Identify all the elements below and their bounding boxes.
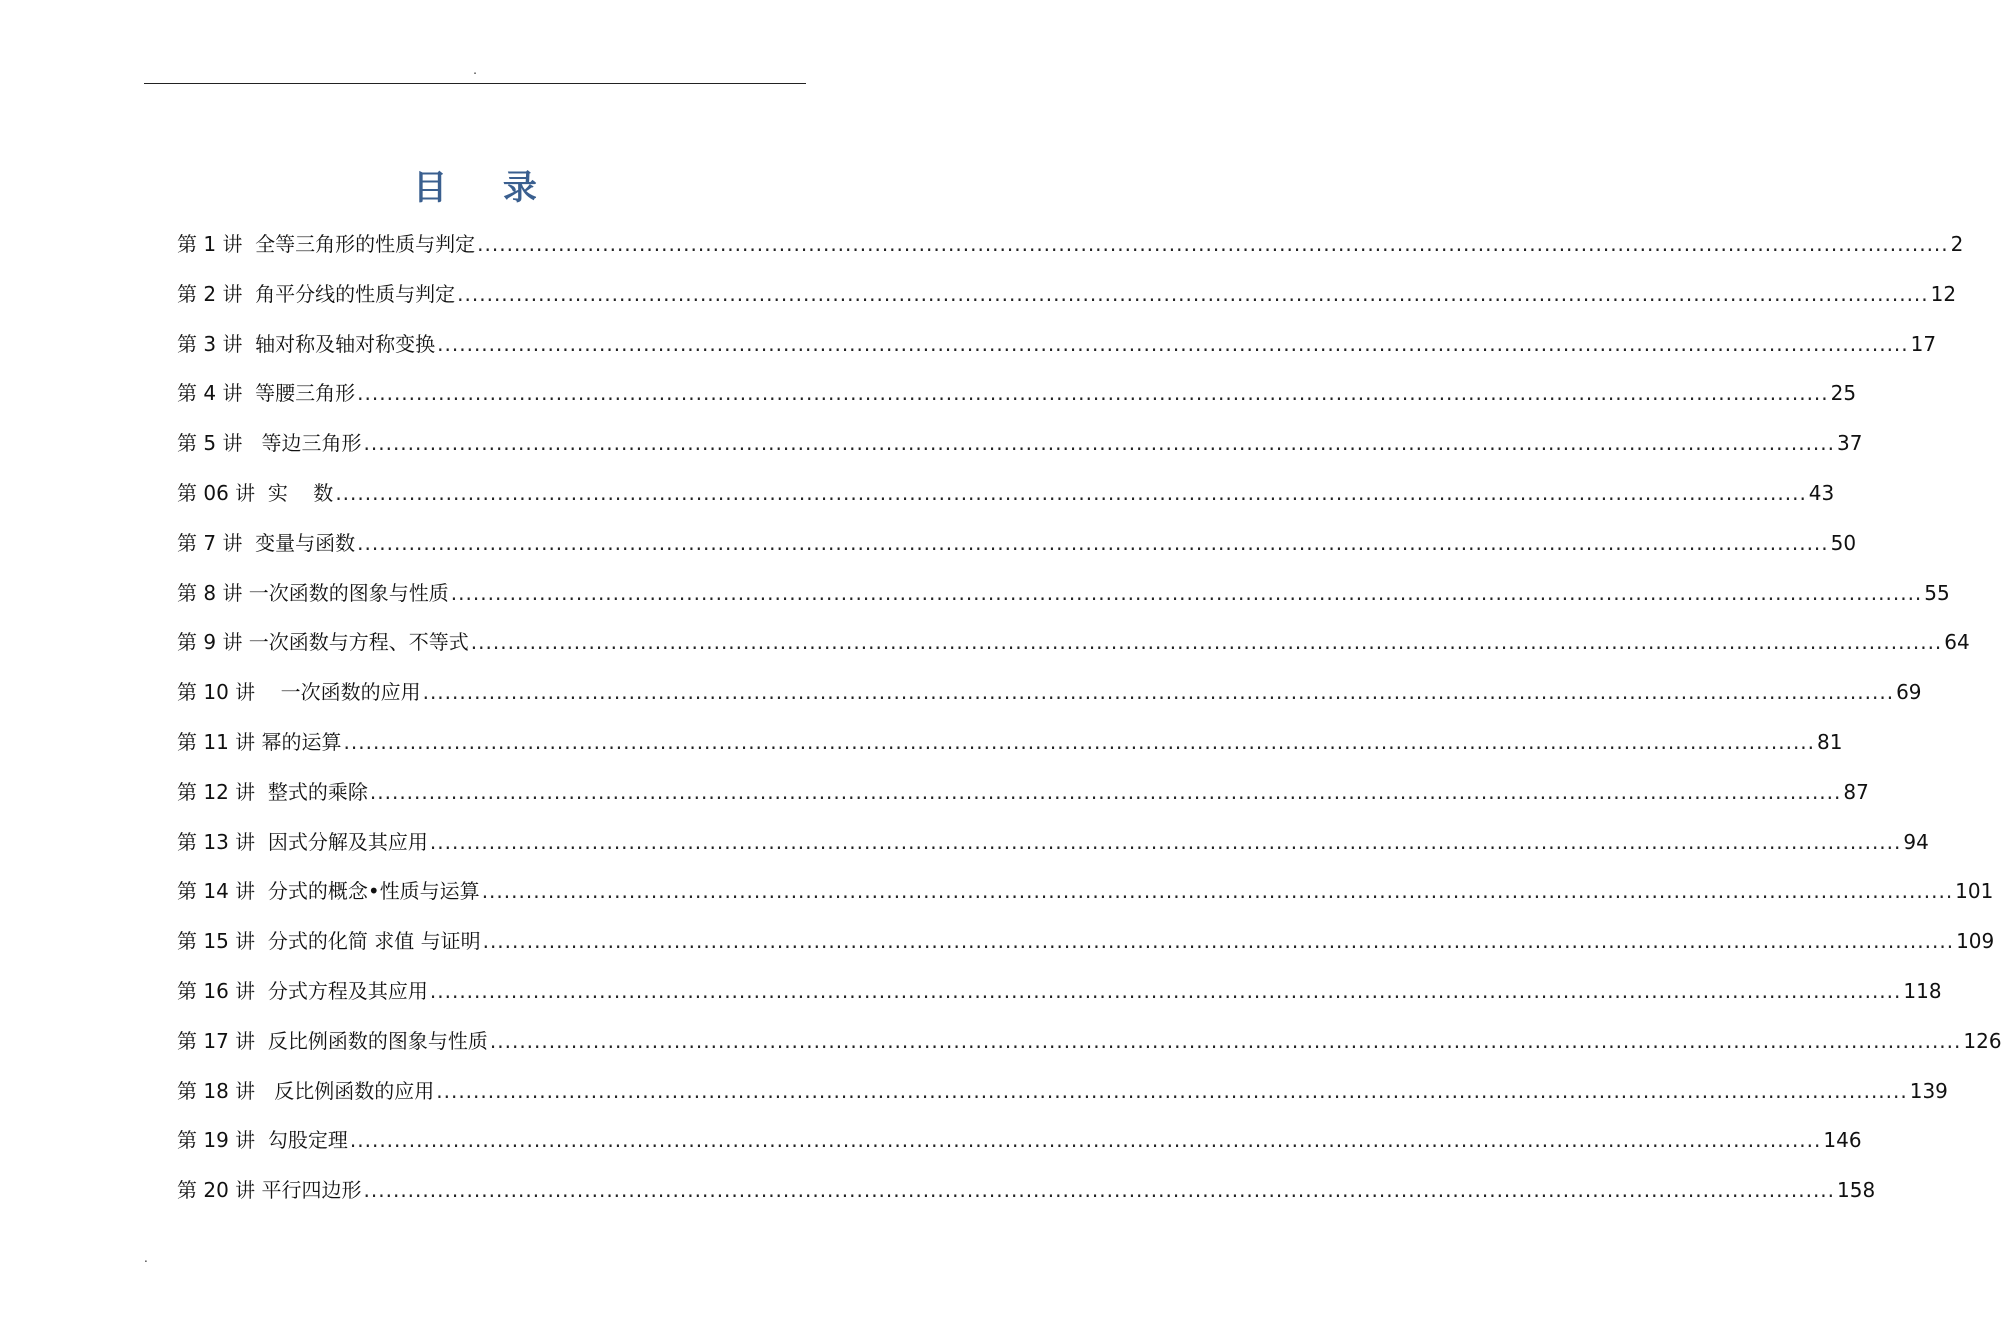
toc-entry-label: 第 16 讲 分式方程及其应用 xyxy=(177,978,428,1003)
toc-entry[interactable] xyxy=(177,425,1863,475)
toc-entry-label: 第 11 讲 幂的运算 xyxy=(177,729,342,754)
toc-entry-label: 第 2 讲 角平分线的性质与判定 xyxy=(177,281,456,306)
toc-entry[interactable] xyxy=(177,1172,1876,1222)
toc-page-number: 17 xyxy=(1910,331,1937,356)
toc-page-number: 55 xyxy=(1924,580,1950,605)
toc-page-number: 2 xyxy=(1950,232,1964,256)
toc-title: 目 录 xyxy=(413,168,559,208)
toc-page-number: 43 xyxy=(1808,480,1835,505)
toc-page-number: 64 xyxy=(1944,630,1970,655)
toc-entry-label: 第 3 讲 轴对称及轴对称变换 xyxy=(177,331,436,356)
toc-dot-leader: ........................................................................................................................................................................................................ xyxy=(369,779,1842,804)
toc-page-number: 146 xyxy=(1823,1128,1862,1153)
toc-page-number: 118 xyxy=(1903,978,1942,1003)
toc-dot-leader: ........................................................................................................................................................................................................ xyxy=(349,1128,1822,1153)
toc-entry[interactable] xyxy=(177,575,1950,625)
toc-entry[interactable] xyxy=(177,674,1922,724)
toc-entry-label: 第 1 讲 全等三角形的性质与判定 xyxy=(177,232,476,256)
toc-dot-leader: ........................................................................................................................................................................................................ xyxy=(489,1028,1962,1053)
toc-dot-leader: ........................................................................................................................................................................................................ xyxy=(343,729,1816,754)
toc-page-number: 87 xyxy=(1843,779,1869,804)
toc-entry[interactable] xyxy=(177,824,1929,874)
toc-entry-label: 第 17 讲 反比例函数的图象与性质 xyxy=(177,1028,488,1053)
toc-entry[interactable] xyxy=(177,475,1835,525)
toc-entry-label: 第 4 讲 等腰三角形 xyxy=(177,381,356,406)
toc-page-number: 139 xyxy=(1909,1078,1948,1103)
header-mark: . xyxy=(473,63,477,77)
toc-dot-leader: ........................................................................................................................................................................................................ xyxy=(422,680,1895,705)
toc-page-number: 50 xyxy=(1830,530,1857,555)
toc-dot-leader: ........................................................................................................................................................................................................ xyxy=(429,829,1902,854)
toc-page-number: 94 xyxy=(1903,829,1929,854)
toc-dot-leader: ........................................................................................................................................................................................................ xyxy=(357,530,1829,555)
toc-entry-label: 第 20 讲 平行四边形 xyxy=(177,1178,362,1203)
toc-dot-leader: ........................................................................................................................................................................................................ xyxy=(429,978,1902,1003)
toc-entry[interactable] xyxy=(177,774,1869,824)
toc-page-number: 69 xyxy=(1896,680,1922,705)
toc-dot-leader: ........................................................................................................................................................................................................ xyxy=(335,480,1807,505)
toc-entry[interactable] xyxy=(177,525,1857,575)
toc-entry-label: 第 7 讲 变量与函数 xyxy=(177,530,356,555)
toc-page-number: 126 xyxy=(1963,1028,2002,1053)
toc-dot-leader: ........................................................................................................................................................................................................ xyxy=(450,580,1923,605)
toc-entry-label: 第 8 讲 一次函数的图象与性质 xyxy=(177,580,449,605)
toc-entry-label: 第 14 讲 分式的概念•性质与运算 xyxy=(177,879,480,904)
toc-entry-label: 第 18 讲 反比例函数的应用 xyxy=(177,1078,435,1103)
toc-dot-leader: ........................................................................................................................................................................................................ xyxy=(477,232,1949,256)
toc-entry-label: 第 19 讲 勾股定理 xyxy=(177,1128,348,1153)
toc-dot-leader: ........................................................................................................................................................................................................ xyxy=(357,381,1829,406)
toc-page-number: 81 xyxy=(1817,729,1843,754)
header-rule xyxy=(144,83,806,84)
toc-entry-label: 第 10 讲 一次函数的应用 xyxy=(177,680,421,705)
toc-page-number: 37 xyxy=(1837,431,1863,456)
toc-entry[interactable] xyxy=(177,375,1857,425)
toc-entry[interactable] xyxy=(177,326,1937,376)
toc-entry[interactable] xyxy=(177,1023,2002,1073)
toc-entry-label: 第 12 讲 整式的乘除 xyxy=(177,779,368,804)
toc-dot-leader: ........................................................................................................................................................................................................ xyxy=(482,929,1955,954)
toc-entry[interactable] xyxy=(177,873,1994,923)
toc-dot-leader: ........................................................................................................................................................................................................ xyxy=(481,879,1954,904)
toc-entry-label: 第 06 讲 实 数 xyxy=(177,480,334,505)
toc-entry[interactable] xyxy=(177,1073,1948,1123)
toc-entry[interactable] xyxy=(177,973,1942,1023)
toc-page-number: 158 xyxy=(1837,1178,1876,1203)
toc-entry[interactable] xyxy=(177,1122,1862,1172)
toc-entry-label: 第 5 讲 等边三角形 xyxy=(177,431,362,456)
toc-entry-label: 第 15 讲 分式的化简 求值 与证明 xyxy=(177,929,481,954)
toc-page-number: 25 xyxy=(1830,381,1857,406)
toc-dot-leader: ........................................................................................................................................................................................................ xyxy=(436,1078,1908,1103)
toc-entry-label: 第 13 讲 因式分解及其应用 xyxy=(177,829,428,854)
toc-dot-leader: ........................................................................................................................................................................................................ xyxy=(470,630,1943,655)
toc-dot-leader: ........................................................................................................................................................................................................ xyxy=(363,431,1835,456)
toc-entry[interactable] xyxy=(177,226,1964,276)
toc-entry-label: 第 9 讲 一次函数与方程、不等式 xyxy=(177,630,469,655)
toc-page-number: 101 xyxy=(1955,879,1994,904)
toc-dot-leader: ........................................................................................................................................................................................................ xyxy=(457,281,1929,306)
toc-entry[interactable] xyxy=(177,923,1995,973)
toc-entry[interactable] xyxy=(177,724,1843,774)
footer-mark: . xyxy=(144,1251,148,1265)
toc-entry[interactable] xyxy=(177,624,1970,674)
toc-page-number: 12 xyxy=(1930,281,1957,306)
toc-page-number: 109 xyxy=(1956,929,1995,954)
toc-dot-leader: ........................................................................................................................................................................................................ xyxy=(437,331,1909,356)
toc-list xyxy=(177,226,2002,1222)
toc-entry[interactable] xyxy=(177,276,1957,326)
toc-dot-leader: ........................................................................................................................................................................................................ xyxy=(363,1178,1836,1203)
